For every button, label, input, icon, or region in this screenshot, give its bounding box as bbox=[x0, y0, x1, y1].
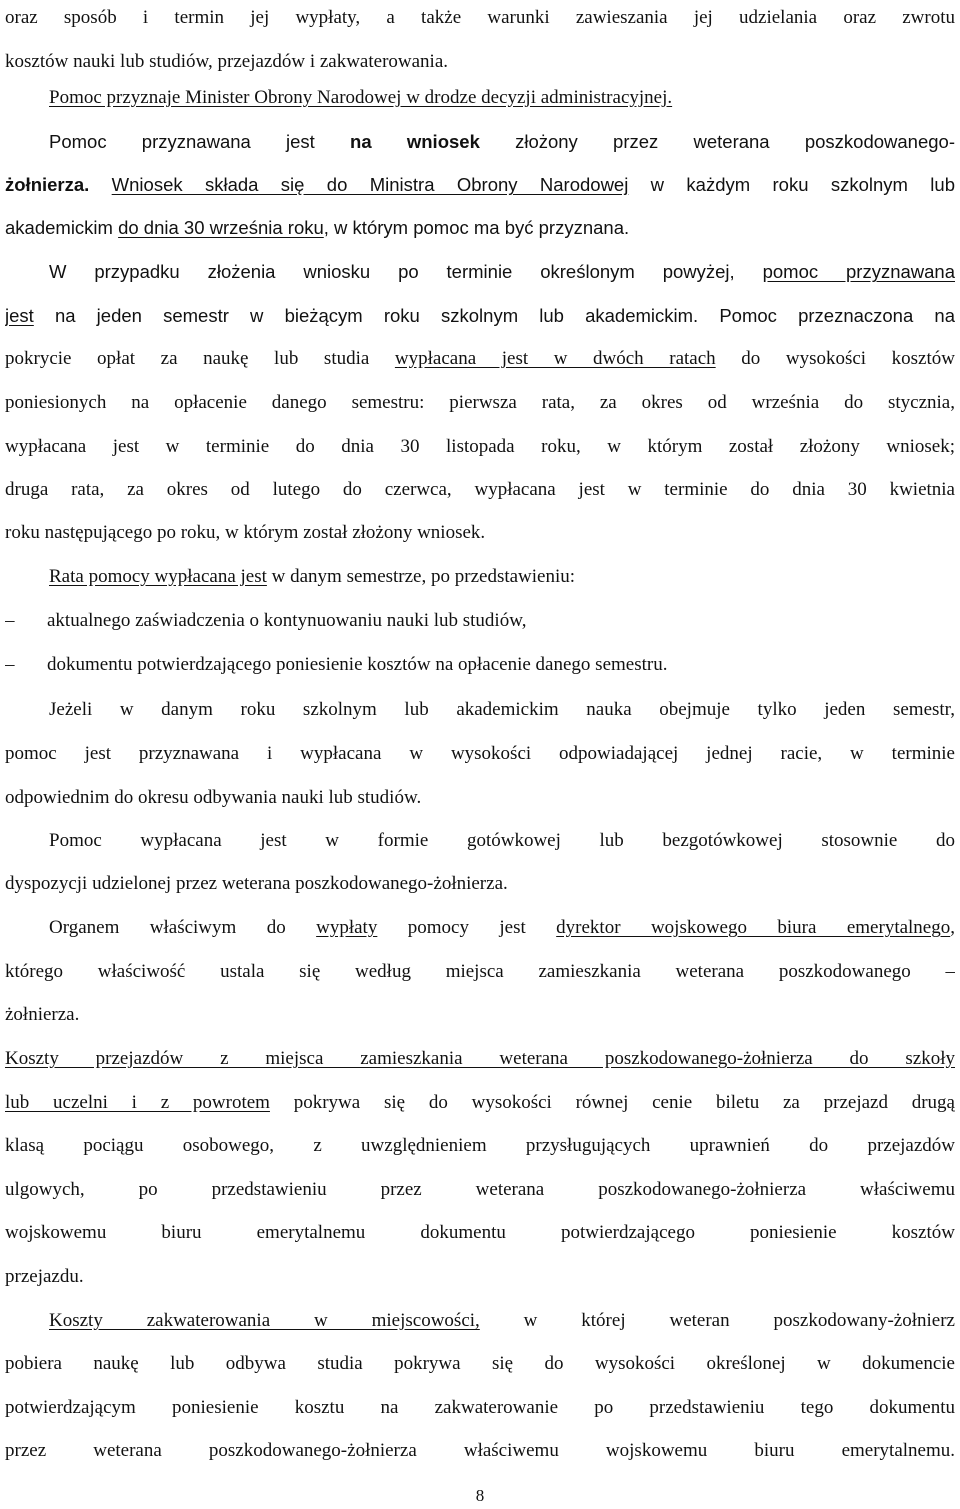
list-item: – dokumentu potwierdzającego poniesienie kosztów na opłacenie danego semestru. bbox=[5, 654, 668, 675]
text-line: którego właściwość ustala się według miejsca zamieszkania weterana poszkodowanego – bbox=[5, 961, 955, 982]
text-line: W przypadku złożenia wniosku po terminie określonym powyżej, pomoc przyznawana bbox=[49, 261, 955, 282]
text-line: poniesionych na opłacenie danego semestru: pierwsza rata, za okres od września do stycznia, bbox=[5, 392, 955, 413]
text-line: oraz sposób i termin jej wypłaty, a także warunki zawieszania jej udzielania oraz zwrotu bbox=[5, 7, 955, 28]
text-line: klasą pociągu osobowego, z uwzględnieniem przysługujących uprawnień do przejazdów bbox=[5, 1135, 955, 1156]
text-line: Rata pomocy wypłacana jest w danym semestrze, po przedstawieniu: bbox=[49, 566, 576, 587]
text-line: przejazdu. bbox=[5, 1266, 84, 1287]
text-line: Organem właściwym do wypłaty pomocy jest dyrektor wojskowego biura emerytalnego, bbox=[49, 917, 955, 938]
text-line: żołnierza. bbox=[5, 1004, 80, 1025]
text-line: wojskowemu biuru emerytalnemu dokumentu potwierdzającego poniesienie kosztów bbox=[5, 1222, 955, 1243]
text-line: pobiera naukę lub odbywa studia pokrywa się do wysokości określonej w dokumencie bbox=[5, 1353, 955, 1374]
text-line: potwierdzającym poniesienie kosztu na zakwaterowanie po przedstawieniu tego dokumentu bbox=[5, 1397, 955, 1418]
text-line: Pomoc przyznawana jest na wniosek złożony przez weterana poszkodowanego- bbox=[49, 131, 955, 152]
text-line: roku następującego po roku, w którym został złożony wniosek. bbox=[5, 522, 486, 543]
text-line: odpowiednim do okresu odbywania nauki lub studiów. bbox=[5, 787, 422, 808]
text-line: Koszty zakwaterowania w miejscowości, w której weteran poszkodowany-żołnierz bbox=[49, 1310, 955, 1331]
text-line: Pomoc przyznaje Minister Obrony Narodowej w drodze decyzji administracyjnej. bbox=[49, 87, 673, 108]
text-line: przez weterana poszkodowanego-żołnierza właściwemu wojskowemu biuru emerytalnemu. bbox=[5, 1440, 955, 1461]
list-item: – aktualnego zaświadczenia o kontynuowaniu nauki lub studiów, bbox=[5, 610, 527, 631]
text-line: Jeżeli w danym roku szkolnym lub akademickim nauka obejmuje tylko jeden semestr, bbox=[49, 699, 955, 720]
text-line: Pomoc wypłacana jest w formie gotówkowej lub bezgotówkowej stosownie do bbox=[49, 830, 955, 851]
text-line: pomoc jest przyznawana i wypłacana w wysokości odpowiadającej jednej racie, w terminie bbox=[5, 743, 955, 764]
text-line: ulgowych, po przedstawieniu przez weterana poszkodowanego-żołnierza właściwemu bbox=[5, 1179, 955, 1200]
text-line: kosztów nauki lub studiów, przejazdów i zakwaterowania. bbox=[5, 51, 449, 72]
text-line: akademickim do dnia 30 września roku, w którym pomoc ma być przyznana. bbox=[5, 217, 630, 238]
text-line: żołnierza. Wniosek składa się do Ministra Obrony Narodowej w każdym roku szkolnym lub bbox=[5, 174, 955, 195]
text-line: dyspozycji udzielonej przez weterana poszkodowanego-żołnierza. bbox=[5, 873, 508, 894]
text-line: druga rata, za okres od lutego do czerwca, wypłacana jest w terminie do dnia 30 kwietnia bbox=[5, 479, 955, 500]
text-line: Koszty przejazdów z miejsca zamieszkania weterana poszkodowanego-żołnierza do szkoły bbox=[5, 1048, 955, 1069]
text-line: lub uczelni i z powrotem pokrywa się do wysokości równej cenie biletu za przejazd drugą bbox=[5, 1092, 955, 1113]
page-number: 8 bbox=[475, 1486, 485, 1505]
text-line: jest na jeden semestr w bieżącym roku szkolnym lub akademickim. Pomoc przeznaczona na bbox=[5, 305, 955, 326]
text-line: pokrycie opłat za naukę lub studia wypłacana jest w dwóch ratach do wysokości kosztów bbox=[5, 348, 955, 369]
text-line: wypłacana jest w terminie do dnia 30 listopada roku, w którym został złożony wniosek; bbox=[5, 436, 955, 457]
